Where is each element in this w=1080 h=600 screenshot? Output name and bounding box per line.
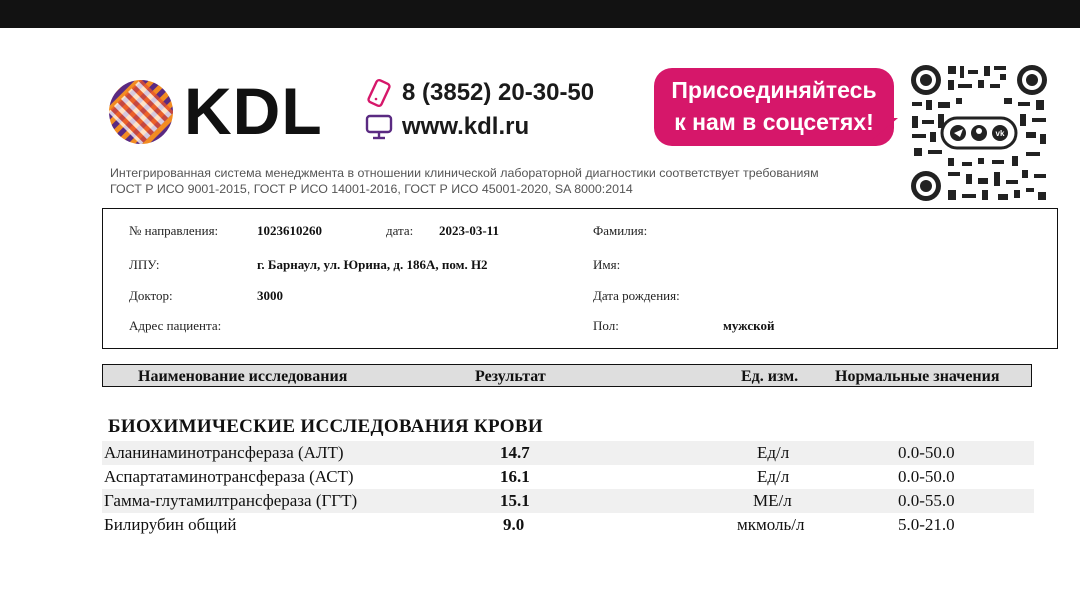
brand-logo-text: KDL — [184, 74, 323, 148]
test-normal-range: 0.0-50.0 — [898, 467, 955, 486]
address-label: Адрес пациента: — [129, 318, 222, 333]
test-normal-range: 0.0-50.0 — [898, 443, 955, 462]
test-name: Гамма-глутамилтрансфераза (ГГТ) — [104, 491, 358, 510]
test-unit: мкмоль/л — [737, 515, 805, 534]
top-dark-bar — [0, 0, 1080, 28]
monitor-icon — [364, 112, 394, 142]
social-banner-line-2: к нам в соцсетях! — [674, 109, 874, 135]
table-row — [102, 489, 1034, 513]
website-url: www.kdl.ru — [402, 113, 530, 140]
test-unit: Ед/л — [757, 443, 790, 462]
table-row — [102, 465, 1034, 489]
date-label: дата: — [386, 223, 414, 238]
sex-label: Пол: — [593, 318, 619, 333]
section-title: БИОХИМИЧЕСКИЕ ИССЛЕДОВАНИЯ КРОВИ — [108, 416, 543, 437]
patient-info-box — [102, 208, 1058, 349]
column-header-normal-range: Нормальные значения — [835, 368, 1000, 385]
test-name: Аспартатаминотрансфераза (АСТ) — [104, 467, 354, 486]
birthdate-label: Дата рождения: — [593, 288, 680, 303]
test-normal-range: 5.0-21.0 — [898, 515, 955, 534]
certification-text — [110, 166, 900, 197]
test-unit: МЕ/л — [753, 491, 792, 510]
column-header-test-name: Наименование исследования — [138, 368, 348, 385]
date-value: 2023-03-11 — [439, 223, 499, 238]
name-label: Имя: — [593, 257, 621, 272]
social-banner-text — [654, 74, 894, 138]
phone-icon — [364, 78, 394, 108]
table-row — [102, 441, 1034, 465]
referral-number: 1023610260 — [257, 223, 322, 238]
results-table-header — [102, 364, 1032, 387]
svg-text:vk: vk — [995, 129, 1005, 138]
test-result: 9.0 — [503, 515, 525, 534]
doctor-label: Доктор: — [129, 288, 173, 303]
certification-line-2: ГОСТ Р ИСО 9001-2015, ГОСТ Р ИСО 14001-2016, ГОСТ Р ИСО 45001-2020, SA 8000:2014 — [110, 181, 633, 196]
test-name: Аланинаминотрансфераза (АЛТ) — [104, 443, 344, 462]
phone-contact[interactable] — [364, 78, 594, 108]
column-header-result: Результат — [475, 368, 546, 385]
referral-label: № направления: — [129, 223, 219, 238]
test-normal-range: 0.0-55.0 — [898, 491, 955, 510]
surname-label: Фамилия: — [593, 223, 648, 238]
test-name: Билирубин общий — [104, 515, 237, 534]
kdl-logo-icon — [108, 79, 174, 145]
website-link[interactable] — [364, 112, 529, 142]
column-header-unit: Ед. изм. — [741, 368, 799, 385]
qr-code-icon[interactable] — [908, 62, 1050, 204]
lpu-label: ЛПУ: — [129, 257, 160, 272]
table-row — [102, 513, 1034, 537]
phone-number: 8 (3852) 20-30-50 — [402, 79, 595, 106]
lpu-value: г. Барнаул, ул. Юрина, д. 186А, пом. Н2 — [257, 257, 488, 272]
test-result: 15.1 — [500, 491, 530, 510]
doctor-value: 3000 — [257, 288, 283, 303]
test-result: 14.7 — [500, 443, 530, 462]
certification-line-1: Интегрированная система менеджмента в отношении клинической лабораторной диагностики соответствует требованиям — [110, 166, 819, 180]
sex-value: мужской — [723, 318, 775, 333]
test-result: 16.1 — [500, 467, 530, 486]
test-unit: Ед/л — [757, 467, 790, 486]
social-banner-line-1: Присоединяйтесь — [671, 77, 877, 103]
